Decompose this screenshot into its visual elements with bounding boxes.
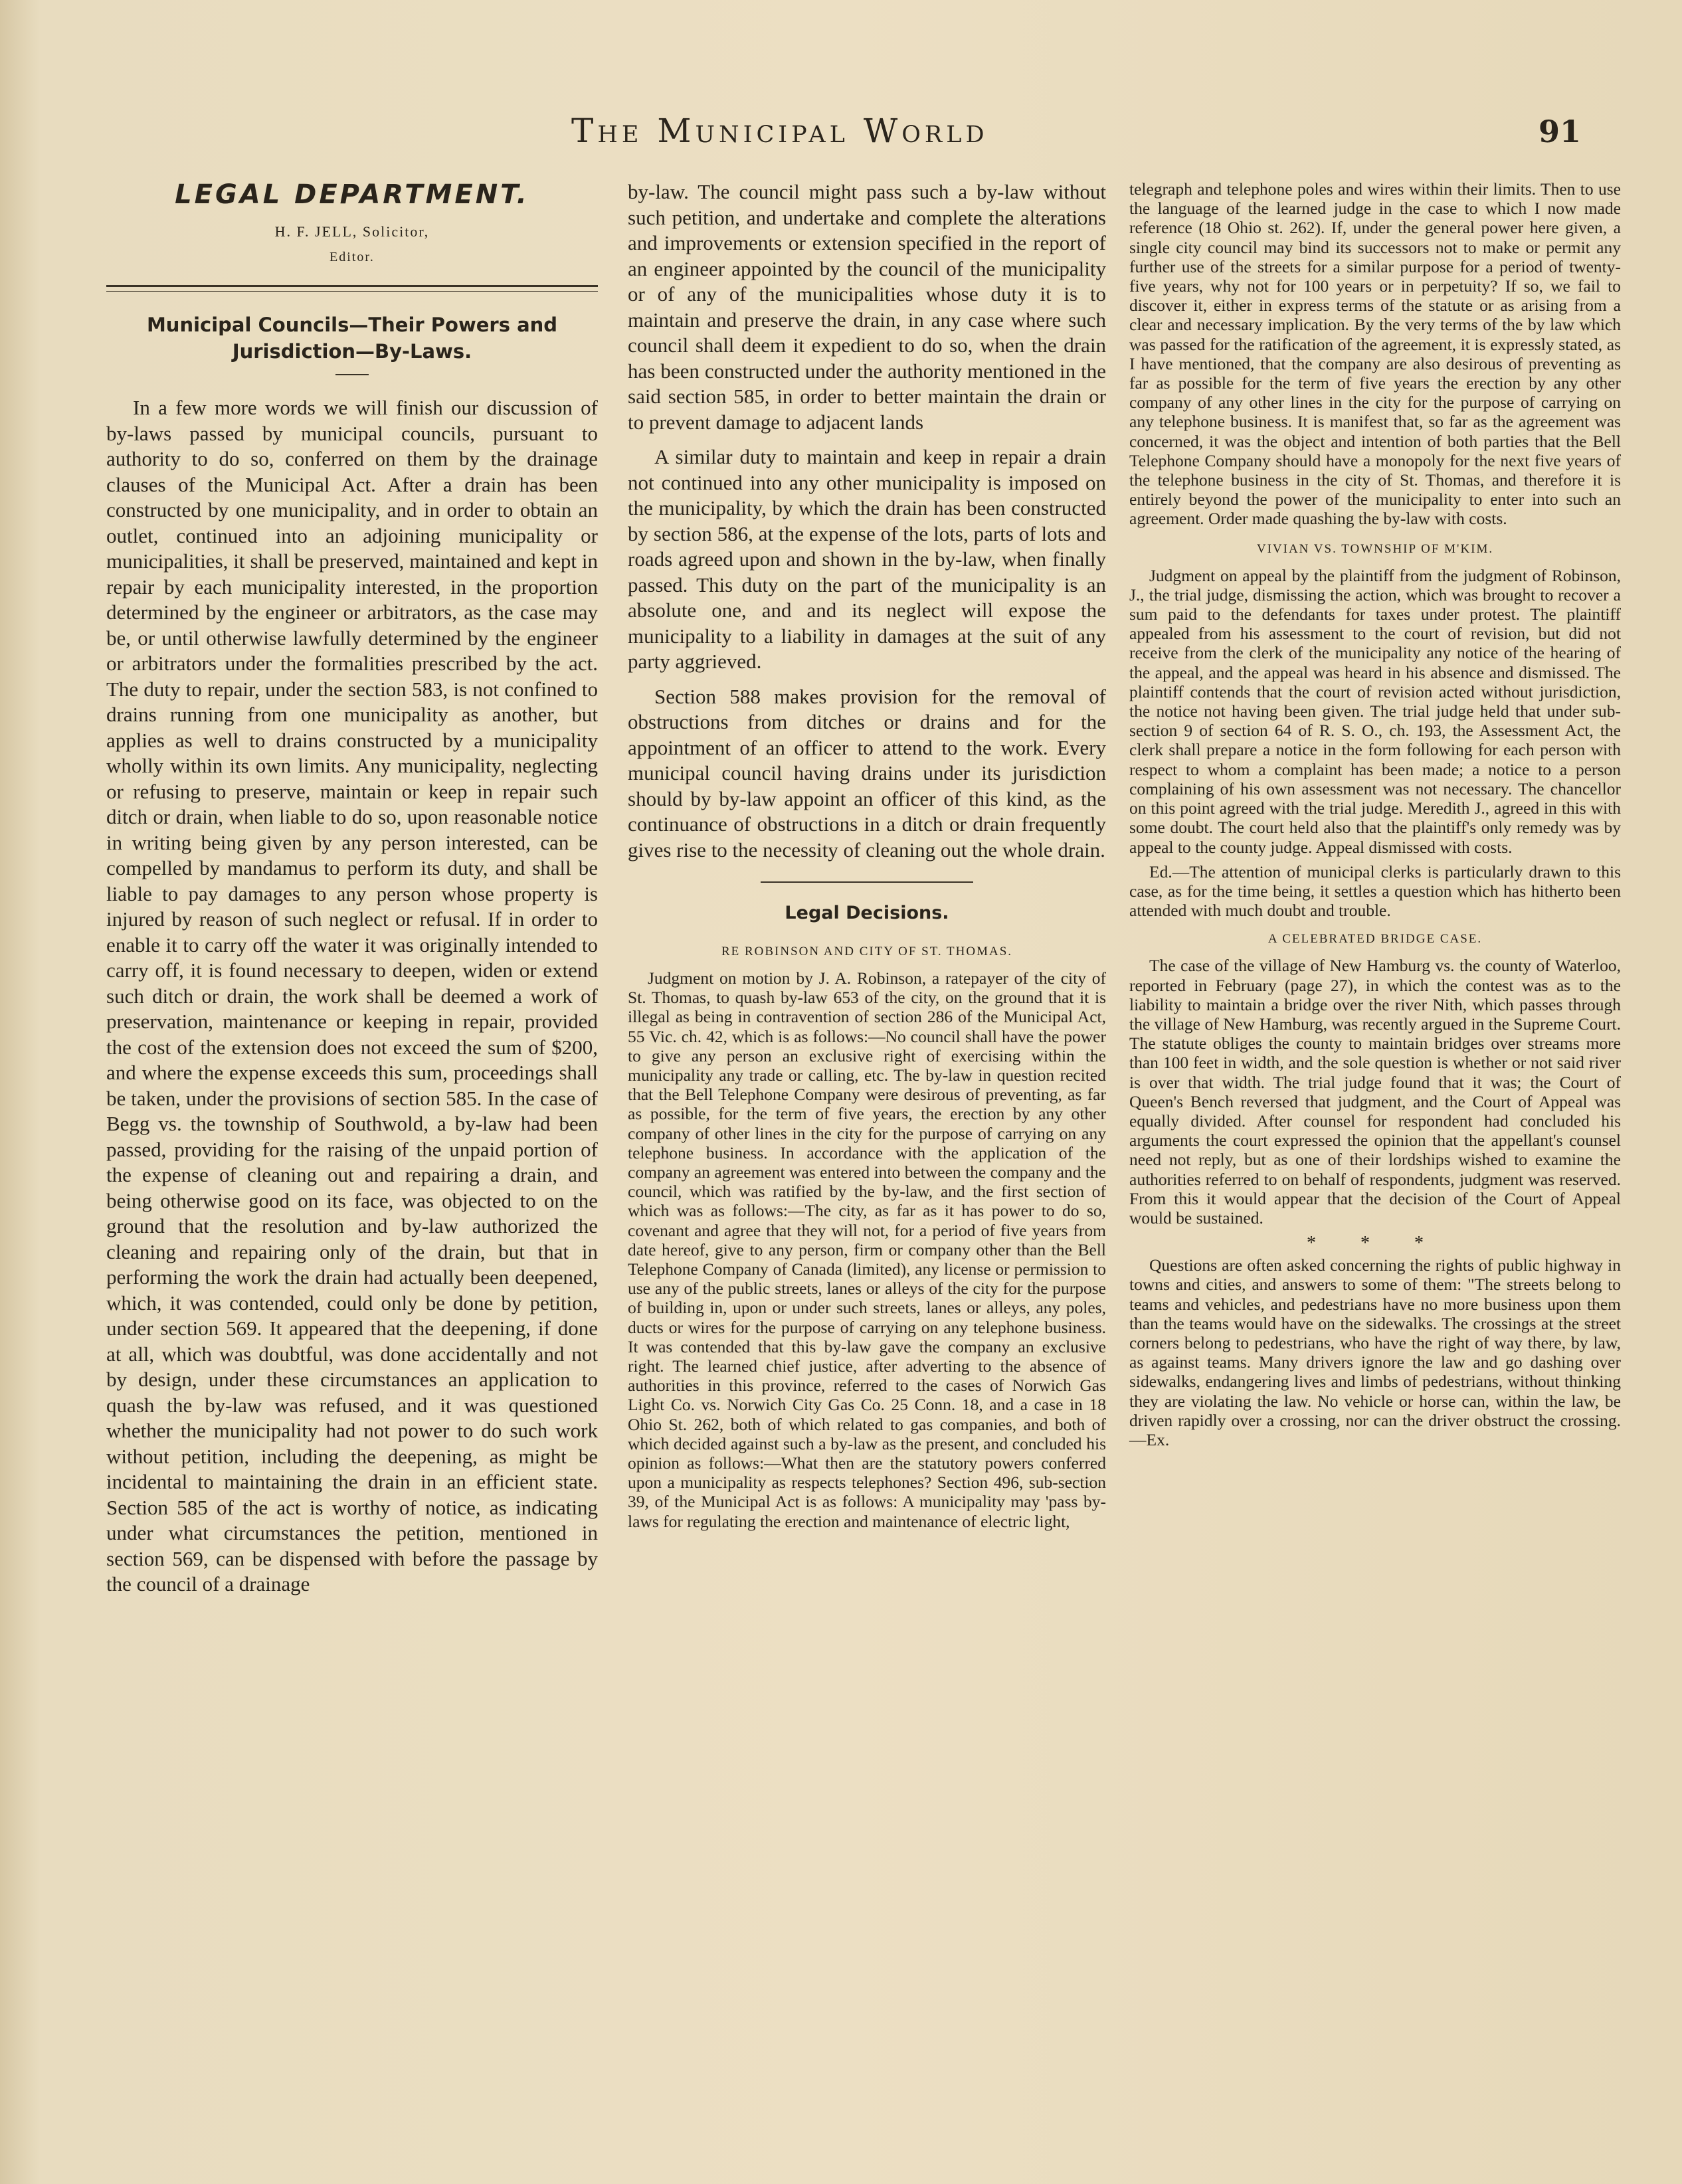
editor-note: Ed.—The attention of municipal clerks is particularly drawn to this case, as for the time being, it settles a question which has hitherto been attended with much doubt and trouble. [1129, 862, 1621, 921]
page-header [571, 112, 1581, 150]
case-paragraph: Questions are often asked concerning the rights of public highway in towns and cities, and answers to some of them: "The streets belong to teams and vehicles, and pedestrians have no more business upon them than the teams would have on the sidewalks. The crossings at the street corners belong to pedestrians, who have the right of way there, by law, as against teams. Many drivers ignore the law and go dashing over sidewalks, endangering lives and limbs of pedestrians, without thinking they are violating the law. No vehicle or horse can, within the law, be driven rapidly over a crossing, nor can the driver obstruct the crossing.—Ex. [1129, 1255, 1621, 1449]
column-middle [628, 179, 1106, 1536]
department-title: LEGAL DEPARTMENT. [175, 179, 529, 210]
column-right [1129, 179, 1621, 1455]
page-number: 91 [1538, 114, 1581, 149]
byline: H. F. JELL, Solicitor, [274, 223, 430, 240]
case-heading: VIVIAN VS. TOWNSHIP OF M'KIM. [1256, 541, 1494, 556]
editor-label: Editor. [329, 250, 375, 264]
article-title: Municipal Councils—Their Powers and Jurisdiction—By-Laws. [146, 314, 558, 363]
double-rule [106, 285, 598, 292]
article-paragraph: In a few more words we will finish our discussion of by-laws passed by municipal councils, pursuant to authority to do so, conferred on them by the drainage clauses of the Municipal Act. After a drain has been constructed by one municipality, and in order to obtain an outlet, continued into an adjoining municipality or municipalities, it shall be preserved, maintained and kept in repair by each municipality interested, in the proportion determined by the engineer or arbitrators, as the case may be, or until otherwise lawfully determined by the engineer or arbitrators under the formalities prescribed by the act. The duty to repair, under the section 583, is not confined to drains running from one municipality as another, but applies as well to drains constructed by a municipality wholly within its own limits. Any municipality, neglecting or refusing to preserve, maintain or keep in repair such ditch or drain, when liable to do so, upon reasonable notice in writing being given by any person interested, can be compelled by mandamus to perform its duty, and shall be liable to pay damages to any person whose property is injured by reason of such neglect or refusal. If in order to enable it to carry off the water it was originally intended to carry off, it is found necessary to deepen, widen or extend such ditch or drain, the work shall be deemed a work of preservation, maintenance or keeping in repair, provided the cost of the extension does not exceed the sum of $200, and where the expense exceeds this sum, proceedings shall be taken, under the provisions of section 585. In the case of Begg vs. the township of Southwold, a by-law had been passed, providing for the raising of the unpaid portion of the expense of cleaning out and repairing a drain, and being otherwise good on its face, was objected to on the ground that the resolution and by-law authorized the cleaning and repairing only of the drain, but that in performing the work the drain had actually been deepened, which, it was contended, could only be done by petition, under section 569. It appeared that the deepening, if done at all, which was doubtful, was done accidentally and not by design, under these circumstances an application to quash the by-law was refused, and it was questioned whether the municipality had not power to do such work without petition, including the deepening, as might be incidental to maintaining the drain in an efficient state. Section 585 of the act is worthy of notice, as indicating under what circumstances the petition, mentioned in section 569, can be dispensed with before the passage by the council of a drainage [106, 396, 598, 1595]
case-paragraph: Judgment on motion by J. A. Robinson, a ratepayer of the city of St. Thomas, to quash by-law 653 of the city, on the ground that it is illegal as being in contravention of section 286 of the Municipal Act, 55 Vic. ch. 42, which is as follows:—No council shall have the power to give any person an exclusive right of exercising within the municipality any trade or calling, etc. The by-law in question recited that the Bell Telephone Company were desirous of preventing, as far as possible, for the term of five years, the erection by any other company of other lines in the city for the purpose of carrying on any telephone business. In accordance with the application of the company an agreement was entered into between the company and the council, which was ratified by the by-law, and the first section of which was as follows:—The city, as far as it has power to do so, covenant and agree that they will not, for a period of five years from date hereof, give to any person, firm or company other than the Bell Telephone Company of Canada (limited), any license or permission to use any of the public streets, lanes or alleys of the city for the purpose of building in, upon or under such streets, lanes or alleys, any poles, ducts or wires for the purpose of carrying on any telephone business. It was contended that this by-law gave the company an exclusive right. The learned chief justice, after adverting to the absence of authorities in this province, referred to the cases of Norwich Gas Light Co. vs. Norwich City Gas Co. 25 Conn. 18, and a case in 18 Ohio St. 262, both of which related to gas companies, and both of which decided against such a by-law as the present, and concluded his opinion as follows:—What then are the statutory powers conferred upon a municipality as respects telephones? Section 496, sub-section 39, of the Municipal Act is as follows: A municipality may 'pass by-laws for regulating the erection and maintenance of electric light, [628, 968, 1106, 1531]
column-left [106, 179, 598, 1607]
case-heading: A CELEBRATED BRIDGE CASE. [1267, 932, 1483, 947]
article-paragraph: by-law. The council might pass such a by-law without such petition, and undertake and complete the alterations and improvements or extension specified in the report of an engineer appointed by the council of the municipality or of any of the municipalities whose duty it is to maintain and preserve the drain, in any case where such council shall deem it expedient to do so, when the drain has been constructed under the authority mentioned in the said section 585, in order to better maintain the drain or to prevent damage to adjacent lands [628, 180, 1106, 434]
case-heading: RE ROBINSON AND CITY OF ST. THOMAS. [721, 945, 1013, 958]
section-rule [761, 881, 973, 883]
section-title: Legal Decisions. [785, 903, 949, 923]
case-paragraph: telegraph and telephone poles and wires within their limits. Then to use the language of the learned judge in the case to which I now made reference (18 Ohio st. 262). If, under the general power here given, a single city council may bind its successors not to make or permit any further use of the streets for a similar purpose for a period of twenty-five years, why not for 100 years or in perpetuity? If so, we fail to discover it, either in express terms of the statute or as arising from a clear and necessary implication. By the very terms of the by law which was passed for the ratification of the agreement, it is expressly stated, as I have mentioned, that the company are also desirous of preventing as far as possible for the term of five years the erection by any other company of any other lines in the city for the purpose of carrying on any telephone business. It is manifest that, so far as the agreement was concerned, it was the object and intention of both parties that the Bell Telephone Company should have a monopoly for the next five years of the telephone business in the city of St. Thomas, and therefore it is entirely beyond the power of the municipality to enter into such an agreement. Order made quashing the by-law with costs. [1129, 179, 1621, 529]
short-rule [335, 374, 369, 375]
case-paragraph: Judgment on appeal by the plaintiff from the judgment of Robinson, J., the trial judge, dismissing the action, which was brought to recover a sum paid to the defendants for taxes under protest. The plaintiff appealed from his assessment to the court of revision, but did not receive from the clerk of the municipality any notice of the hearing of the appeal, and the appeal was heard in his absence and dismissed. The plaintiff contends that the court of revision acted without jurisdiction, the notice not having been given. The trial judge held that under sub-section 9 of section 64 of R. S. O., ch. 193, the Assessment Act, the clerk shall prepare a notice in the form following for each person with respect to whom a complaint has been made; a notice to a person complaining of his own assessment was not necessary. The chancellor on this point agreed with the trial judge. Meredith J., agreed in this with some doubt. The court held also that the plaintiff's only remedy was by appeal to the county judge. Appeal dismissed with costs. [1129, 565, 1621, 857]
section-separator: * * * [1307, 1233, 1444, 1254]
article-paragraph: A similar duty to maintain and keep in repair a drain not continued into any other municipality is imposed on the municipality, by which the drain has been constructed by section 586, at the expense of the lots, parts of lots and roads agreed upon and shown in the by-law, when finally passed. This duty on the part of the municipality is an absolute one, and and its neglect will expose the municipality to a liability in damages at the suit of any party aggrieved. [628, 445, 1106, 673]
case-paragraph: The case of the village of New Hamburg vs. the county of Waterloo, reported in February (page 27), in which the contest was as to the liability to maintain a bridge over the river Nith, which passes through the village of New Hamburg, was recently argued in the Supreme Court. The statute obliges the county to maintain bridges over streams more than 100 feet in width, and the sole question is whether or not said river is over that width. The trial judge found that it was; the Court of Queen's Bench reversed that judgment, and the Court of Appeal was equally divided. After counsel for respondent had concluded his arguments the court expressed the opinion that the appellant's counsel need not reply, but as one of their lordships wished to examine the authorities referred to on behalf of respondents, judgment was reserved. From this it would appear that the decision of the Court of Appeal would be sustained. [1129, 956, 1621, 1228]
masthead: The Municipal World [571, 112, 988, 150]
article-paragraph: Section 588 makes provision for the removal of obstructions from ditches or drains and for the appointment of an officer to attend to the work. Every municipal council having drains under its jurisdiction should by by-law appoint an officer of this kind, as the continuance of obstructions in a ditch or drain frequently gives rise to the necessity of cleaning out the whole drain. [628, 684, 1106, 862]
